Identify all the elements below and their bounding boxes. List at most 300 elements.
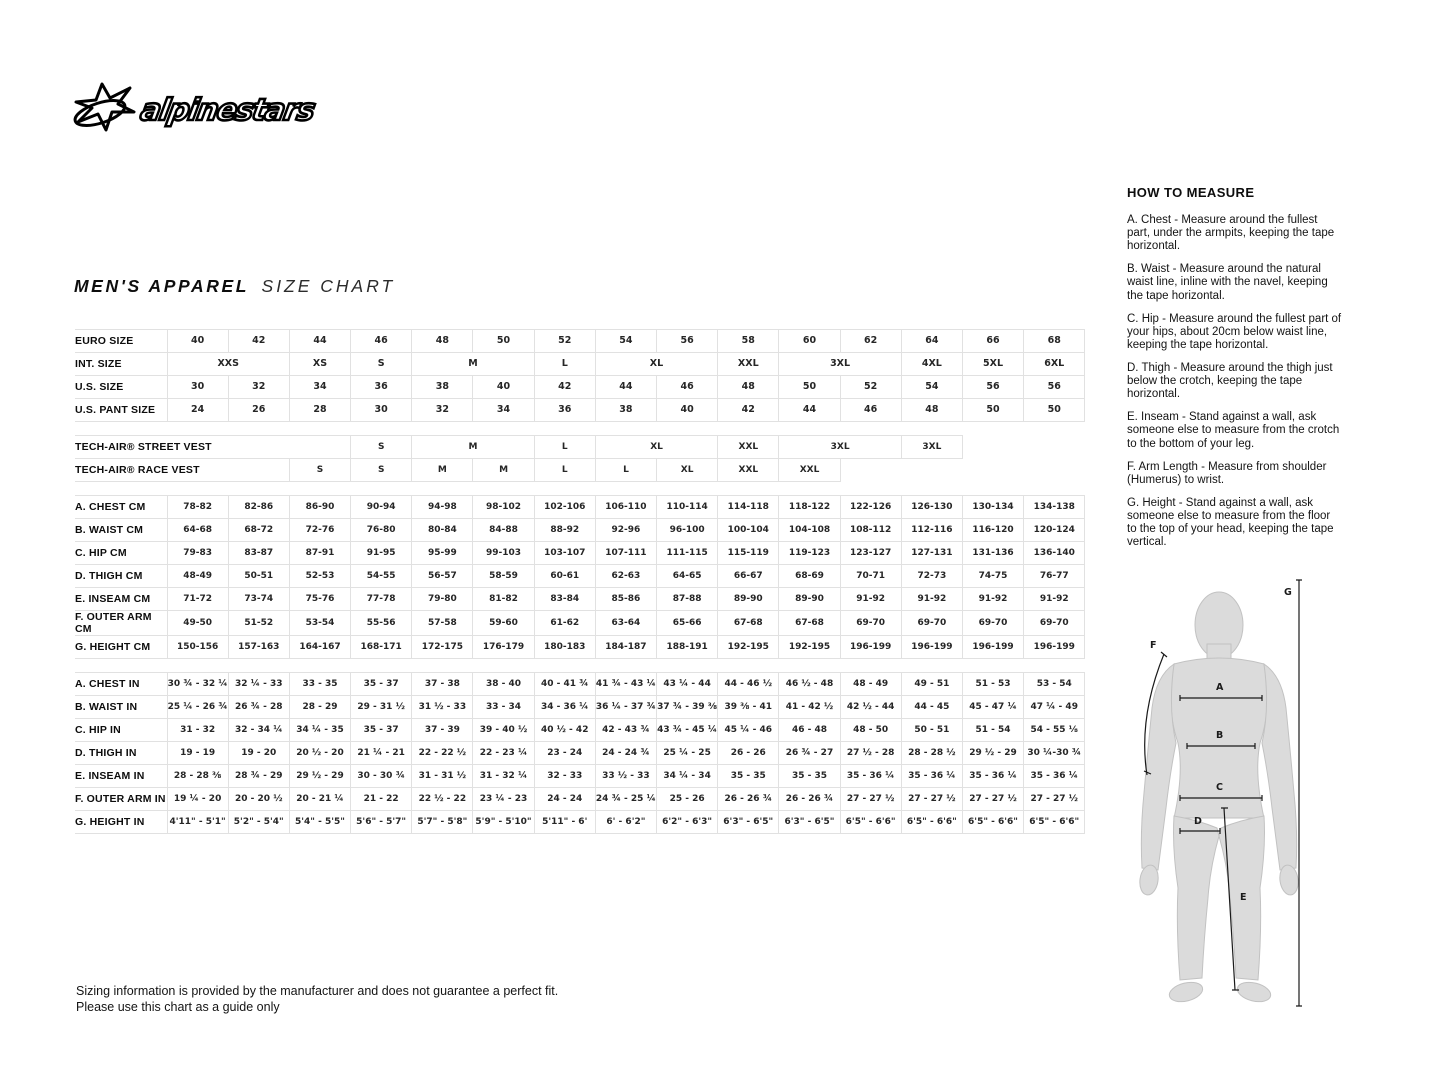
body-silhouette-icon bbox=[1122, 568, 1322, 1028]
size-cell: 37 ¾ - 39 ⅜ bbox=[657, 696, 718, 719]
size-cell: 35 - 37 bbox=[351, 719, 412, 742]
measurement-figure bbox=[1122, 568, 1322, 1028]
size-cell: 172-175 bbox=[412, 636, 473, 659]
size-cell: 54 bbox=[901, 376, 962, 399]
size-cell: 32 ¼ - 33 bbox=[228, 673, 289, 696]
size-cell: 99-103 bbox=[473, 542, 534, 565]
size-cell: 3XL bbox=[901, 436, 962, 459]
size-cell: 196-199 bbox=[840, 636, 901, 659]
size-cell: 55-56 bbox=[351, 611, 412, 636]
size-cell: 180-183 bbox=[534, 636, 595, 659]
size-cell: 84-88 bbox=[473, 519, 534, 542]
size-cell: M bbox=[412, 353, 534, 376]
size-cell: 5'6" - 5'7" bbox=[351, 811, 412, 834]
disclaimer-line-2: Please use this chart as a guide only bbox=[76, 999, 280, 1014]
size-cell: 28 - 28 ⅜ bbox=[167, 765, 228, 788]
size-cell: 196-199 bbox=[962, 636, 1023, 659]
size-cell: 30 bbox=[351, 399, 412, 422]
size-cell: 108-112 bbox=[840, 519, 901, 542]
size-table-row bbox=[75, 459, 1085, 482]
size-cell: 44 bbox=[779, 399, 840, 422]
size-cell: 196-199 bbox=[901, 636, 962, 659]
size-cell: 49 - 51 bbox=[901, 673, 962, 696]
row-label: G. HEIGHT IN bbox=[75, 811, 167, 834]
size-cell: 43 ¼ - 44 bbox=[657, 673, 718, 696]
size-cell: 48 bbox=[901, 399, 962, 422]
size-cell: 30 bbox=[167, 376, 228, 399]
size-cell: 24 ¾ - 25 ¼ bbox=[595, 788, 656, 811]
row-label: B. WAIST IN bbox=[75, 696, 167, 719]
size-cell: 69-70 bbox=[901, 611, 962, 636]
size-cell: 26 - 26 ¾ bbox=[779, 788, 840, 811]
size-cell: 37 - 39 bbox=[412, 719, 473, 742]
size-cell: 112-116 bbox=[901, 519, 962, 542]
size-cell: 120-124 bbox=[1024, 519, 1085, 542]
size-cell: 168-171 bbox=[351, 636, 412, 659]
size-cell: 5'9" - 5'10" bbox=[473, 811, 534, 834]
size-cell: 20 - 21 ¼ bbox=[289, 788, 350, 811]
size-cell: 91-92 bbox=[1024, 588, 1085, 611]
size-cell: 28 - 28 ½ bbox=[901, 742, 962, 765]
empty-cell bbox=[840, 459, 1085, 482]
size-cell: 50 bbox=[779, 376, 840, 399]
size-cell: 40 bbox=[657, 399, 718, 422]
size-cell: 21 - 22 bbox=[351, 788, 412, 811]
size-cell: 36 bbox=[351, 376, 412, 399]
size-cell: 39 - 40 ½ bbox=[473, 719, 534, 742]
row-label: G. HEIGHT CM bbox=[75, 636, 167, 659]
size-table-row bbox=[75, 636, 1085, 659]
size-cell: 31 ½ - 33 bbox=[412, 696, 473, 719]
size-cell: 32 - 34 ¼ bbox=[228, 719, 289, 742]
size-table-row bbox=[75, 542, 1085, 565]
size-cell: M bbox=[473, 459, 534, 482]
alpinestars-logo-icon bbox=[72, 82, 324, 134]
size-cell: 46 ½ - 48 bbox=[779, 673, 840, 696]
size-cell: 42 - 43 ¾ bbox=[595, 719, 656, 742]
size-cell: 87-91 bbox=[289, 542, 350, 565]
size-cell: 31 - 31 ½ bbox=[412, 765, 473, 788]
size-cell: 35 - 36 ¼ bbox=[962, 765, 1023, 788]
size-cell: 45 - 47 ¼ bbox=[962, 696, 1023, 719]
size-cell: 110-114 bbox=[657, 496, 718, 519]
size-cell: 30 - 30 ¾ bbox=[351, 765, 412, 788]
size-cell: 27 - 27 ½ bbox=[840, 788, 901, 811]
size-cell: 51 - 54 bbox=[962, 719, 1023, 742]
size-cell: L bbox=[534, 353, 595, 376]
size-cell: XXL bbox=[779, 459, 840, 482]
size-cell: 192-195 bbox=[718, 636, 779, 659]
measure-instruction: E. Inseam - Stand against a wall, ask someone else to measure from the crotch to the bottom of your leg. bbox=[1127, 411, 1340, 450]
size-cell: 106-110 bbox=[595, 496, 656, 519]
size-cell: 70-71 bbox=[840, 565, 901, 588]
size-cell: 71-72 bbox=[167, 588, 228, 611]
size-cell: 6'5" - 6'6" bbox=[840, 811, 901, 834]
row-label: C. HIP CM bbox=[75, 542, 167, 565]
page-title-sub: SIZE CHART bbox=[261, 276, 396, 296]
size-cell: 96-100 bbox=[657, 519, 718, 542]
size-table-row bbox=[75, 673, 1085, 696]
size-cell: 127-131 bbox=[901, 542, 962, 565]
size-cell: 62 bbox=[840, 330, 901, 353]
size-cell: 59-60 bbox=[473, 611, 534, 636]
size-cell: XXL bbox=[718, 436, 779, 459]
size-cell: 66 bbox=[962, 330, 1023, 353]
size-cell: 5XL bbox=[962, 353, 1023, 376]
size-cell: 53-54 bbox=[289, 611, 350, 636]
size-cell: 6'3" - 6'5" bbox=[779, 811, 840, 834]
size-cell: 47 ¼ - 49 bbox=[1024, 696, 1085, 719]
size-cell: 41 ¾ - 43 ¼ bbox=[595, 673, 656, 696]
size-cell: 72-76 bbox=[289, 519, 350, 542]
size-cell: 22 - 23 ¼ bbox=[473, 742, 534, 765]
size-cell: 27 - 27 ½ bbox=[1024, 788, 1085, 811]
size-cell: 25 ¼ - 25 bbox=[657, 742, 718, 765]
size-table-row bbox=[75, 788, 1085, 811]
size-cell: 6'5" - 6'6" bbox=[1024, 811, 1085, 834]
measure-instruction: F. Arm Length - Measure from shoulder (Humerus) to wrist. bbox=[1127, 460, 1327, 486]
size-cell: 22 ½ - 22 bbox=[412, 788, 473, 811]
figure-label-a: A bbox=[1216, 682, 1224, 693]
row-label: TECH-AIR® STREET VEST bbox=[75, 436, 351, 459]
figure-label-f: F bbox=[1150, 640, 1157, 651]
size-cell: 60-61 bbox=[534, 565, 595, 588]
size-table-row bbox=[75, 376, 1085, 399]
size-cell: 91-95 bbox=[351, 542, 412, 565]
size-cell: 30 ¼-30 ¾ bbox=[1024, 742, 1085, 765]
size-cell: 20 - 20 ½ bbox=[228, 788, 289, 811]
size-cell: 69-70 bbox=[1024, 611, 1085, 636]
size-cell: 123-127 bbox=[840, 542, 901, 565]
size-cell: 29 ½ - 29 bbox=[962, 742, 1023, 765]
size-cell: 86-90 bbox=[289, 496, 350, 519]
figure-label-b: B bbox=[1216, 730, 1224, 741]
size-cell: 50 bbox=[962, 399, 1023, 422]
size-cell: 24 - 24 bbox=[534, 788, 595, 811]
size-cell: L bbox=[534, 436, 595, 459]
size-cell: 40 ½ - 42 bbox=[534, 719, 595, 742]
row-label: TECH-AIR® RACE VEST bbox=[75, 459, 289, 482]
row-label: A. CHEST CM bbox=[75, 496, 167, 519]
size-cell: 102-106 bbox=[534, 496, 595, 519]
size-cell: 50-51 bbox=[228, 565, 289, 588]
size-cell: 45 ¼ - 46 bbox=[718, 719, 779, 742]
size-cell: XXL bbox=[718, 353, 779, 376]
size-cell: 29 - 31 ½ bbox=[351, 696, 412, 719]
size-cell: 38 bbox=[595, 399, 656, 422]
size-cell: 188-191 bbox=[657, 636, 718, 659]
size-cell: S bbox=[351, 459, 412, 482]
size-table-row bbox=[75, 696, 1085, 719]
size-cell: 57-58 bbox=[412, 611, 473, 636]
size-cell: 40 bbox=[473, 376, 534, 399]
size-cell: 164-167 bbox=[289, 636, 350, 659]
size-cell: 33 - 35 bbox=[289, 673, 350, 696]
size-cell: 81-82 bbox=[473, 588, 534, 611]
size-cell: 46 bbox=[840, 399, 901, 422]
size-cell: 6'5" - 6'6" bbox=[962, 811, 1023, 834]
size-cell: 53 - 54 bbox=[1024, 673, 1085, 696]
size-cell: 75-76 bbox=[289, 588, 350, 611]
size-cell: 40 bbox=[167, 330, 228, 353]
measure-instruction: D. Thigh - Measure around the thigh just below the crotch, keeping the tape horizontal. bbox=[1127, 361, 1333, 401]
size-cell: 32 - 33 bbox=[534, 765, 595, 788]
size-cell: 76-80 bbox=[351, 519, 412, 542]
size-table-inches bbox=[75, 672, 1085, 834]
row-label: E. INSEAM CM bbox=[75, 588, 167, 611]
measure-instruction: C. Hip - Measure around the fullest part of your hips, about 20cm below waist line, keeping the tape horizontal. bbox=[1127, 312, 1342, 351]
size-cell: 41 - 42 ½ bbox=[779, 696, 840, 719]
size-cell: 66-67 bbox=[718, 565, 779, 588]
size-cell: 126-130 bbox=[901, 496, 962, 519]
row-label: A. CHEST IN bbox=[75, 673, 167, 696]
size-cell: 26 bbox=[228, 399, 289, 422]
size-table-row bbox=[75, 811, 1085, 834]
size-cell: 6'3" - 6'5" bbox=[718, 811, 779, 834]
size-cell: 26 - 26 ¾ bbox=[718, 788, 779, 811]
size-table-row bbox=[75, 399, 1085, 422]
size-cell: 38 bbox=[412, 376, 473, 399]
size-cell: 25 - 26 bbox=[657, 788, 718, 811]
size-cell: L bbox=[534, 459, 595, 482]
size-cell: 35 - 36 ¼ bbox=[1024, 765, 1085, 788]
size-cell: 67-68 bbox=[718, 611, 779, 636]
size-cell: 34 bbox=[473, 399, 534, 422]
alpinestars-logo bbox=[72, 82, 324, 134]
size-cell: 130-134 bbox=[962, 496, 1023, 519]
size-cell: 27 - 27 ½ bbox=[901, 788, 962, 811]
size-cell: 68-69 bbox=[779, 565, 840, 588]
size-cell: 67-68 bbox=[779, 611, 840, 636]
size-cell: 42 bbox=[228, 330, 289, 353]
figure-label-d: D bbox=[1194, 816, 1202, 827]
disclaimer bbox=[76, 984, 558, 1015]
size-cell: 91-92 bbox=[901, 588, 962, 611]
size-cell: 5'2" - 5'4" bbox=[228, 811, 289, 834]
size-cell: 4'11" - 5'1" bbox=[167, 811, 228, 834]
size-cell: 69-70 bbox=[840, 611, 901, 636]
size-cell: 31 - 32 ¼ bbox=[473, 765, 534, 788]
size-cell: 49-50 bbox=[167, 611, 228, 636]
size-cell: 115-119 bbox=[718, 542, 779, 565]
size-cell: 33 ½ - 33 bbox=[595, 765, 656, 788]
size-cell: 32 bbox=[228, 376, 289, 399]
size-cell: 4XL bbox=[901, 353, 962, 376]
size-cell: 19 - 19 bbox=[167, 742, 228, 765]
size-cell: 58 bbox=[718, 330, 779, 353]
size-cell: 52 bbox=[840, 376, 901, 399]
row-label: D. THIGH IN bbox=[75, 742, 167, 765]
size-cell: 36 ¼ - 37 ¾ bbox=[595, 696, 656, 719]
size-cell: 119-123 bbox=[779, 542, 840, 565]
size-cell: 56-57 bbox=[412, 565, 473, 588]
size-cell: 50 - 51 bbox=[901, 719, 962, 742]
size-cell: 91-92 bbox=[962, 588, 1023, 611]
size-cell: 64 bbox=[901, 330, 962, 353]
size-cell: 68 bbox=[1024, 330, 1085, 353]
how-to-measure-heading: HOW TO MEASURE bbox=[1127, 185, 1255, 200]
size-cell: 150-156 bbox=[167, 636, 228, 659]
size-cell: 35 - 36 ¼ bbox=[840, 765, 901, 788]
size-cell: 80-84 bbox=[412, 519, 473, 542]
size-cell: 107-111 bbox=[595, 542, 656, 565]
size-cell: XS bbox=[289, 353, 350, 376]
size-cell: 104-108 bbox=[779, 519, 840, 542]
size-cell: 95-99 bbox=[412, 542, 473, 565]
size-cell: 83-84 bbox=[534, 588, 595, 611]
size-cell: 34 ¼ - 35 bbox=[289, 719, 350, 742]
size-cell: 51 - 53 bbox=[962, 673, 1023, 696]
size-cell: 6'2" - 6'3" bbox=[657, 811, 718, 834]
size-cell: 5'7" - 5'8" bbox=[412, 811, 473, 834]
size-table-row bbox=[75, 353, 1085, 376]
size-cell: 3XL bbox=[779, 353, 901, 376]
size-cell: 22 - 22 ½ bbox=[412, 742, 473, 765]
size-cell: 73-74 bbox=[228, 588, 289, 611]
size-cell: 54-55 bbox=[351, 565, 412, 588]
size-cell: 157-163 bbox=[228, 636, 289, 659]
size-cell: 134-138 bbox=[1024, 496, 1085, 519]
size-cell: 31 - 32 bbox=[167, 719, 228, 742]
size-cell: 103-107 bbox=[534, 542, 595, 565]
how-to-measure-panel bbox=[1127, 185, 1342, 559]
empty-cell bbox=[962, 436, 1085, 459]
size-cell: 56 bbox=[657, 330, 718, 353]
size-cell: 27 ½ - 28 bbox=[840, 742, 901, 765]
size-cell: 26 ¾ - 27 bbox=[779, 742, 840, 765]
logo-wordmark: alpinestars bbox=[137, 93, 317, 128]
size-cell: 26 ¾ - 28 bbox=[228, 696, 289, 719]
page-title-main: MEN'S APPAREL bbox=[74, 276, 250, 296]
size-cell: 83-87 bbox=[228, 542, 289, 565]
size-cell: 6'5" - 6'6" bbox=[901, 811, 962, 834]
size-cell: 87-88 bbox=[657, 588, 718, 611]
size-cell: 52-53 bbox=[289, 565, 350, 588]
size-cell: 28 - 29 bbox=[289, 696, 350, 719]
size-cell: 6' - 6'2" bbox=[595, 811, 656, 834]
size-cell: 43 ¾ - 45 ¼ bbox=[657, 719, 718, 742]
size-cell: 196-199 bbox=[1024, 636, 1085, 659]
size-cell: 44 bbox=[595, 376, 656, 399]
size-cell: 25 ¼ - 26 ¾ bbox=[167, 696, 228, 719]
size-cell: 48 bbox=[412, 330, 473, 353]
row-label: B. WAIST CM bbox=[75, 519, 167, 542]
size-cell: 79-83 bbox=[167, 542, 228, 565]
size-cell: 91-92 bbox=[840, 588, 901, 611]
height-measure-line bbox=[1296, 580, 1302, 1006]
size-table-techair bbox=[75, 435, 1085, 482]
size-cell: 28 ¾ - 29 bbox=[228, 765, 289, 788]
size-cell: 46 - 48 bbox=[779, 719, 840, 742]
size-cell: 51-52 bbox=[228, 611, 289, 636]
size-cell: 56 bbox=[962, 376, 1023, 399]
row-label: F. OUTER ARM IN bbox=[75, 788, 167, 811]
size-cell: 62-63 bbox=[595, 565, 656, 588]
size-cell: 44 - 45 bbox=[901, 696, 962, 719]
size-cell: XL bbox=[595, 353, 717, 376]
size-cell: 79-80 bbox=[412, 588, 473, 611]
size-cell: 44 bbox=[289, 330, 350, 353]
figure-label-e: E bbox=[1240, 892, 1247, 903]
size-cell: 118-122 bbox=[779, 496, 840, 519]
size-cell: 35 - 35 bbox=[718, 765, 779, 788]
size-table-row bbox=[75, 519, 1085, 542]
size-cell: 37 - 38 bbox=[412, 673, 473, 696]
size-table-row bbox=[75, 742, 1085, 765]
page-title bbox=[74, 276, 395, 297]
row-label: U.S. SIZE bbox=[75, 376, 167, 399]
measure-instruction: A. Chest - Measure around the fullest part, under the armpits, keeping the tape horizontal. bbox=[1127, 214, 1335, 253]
size-cell: 20 ½ - 20 bbox=[289, 742, 350, 765]
size-cell: 39 ⅜ - 41 bbox=[718, 696, 779, 719]
size-cell: 19 ¼ - 20 bbox=[167, 788, 228, 811]
size-cell: 100-104 bbox=[718, 519, 779, 542]
size-table-row bbox=[75, 496, 1085, 519]
row-label: U.S. PANT SIZE bbox=[75, 399, 167, 422]
size-cell: 35 - 35 bbox=[779, 765, 840, 788]
size-cell: 40 - 41 ¾ bbox=[534, 673, 595, 696]
size-cell: 24 - 24 ¾ bbox=[595, 742, 656, 765]
size-cell: 63-64 bbox=[595, 611, 656, 636]
size-cell: M bbox=[412, 436, 534, 459]
size-cell: 69-70 bbox=[962, 611, 1023, 636]
size-cell: 192-195 bbox=[779, 636, 840, 659]
size-table-row bbox=[75, 588, 1085, 611]
figure-label-c: C bbox=[1216, 782, 1223, 793]
measure-instruction: G. Height - Stand against a wall, ask someone else to measure from the floor to the top of your head, keeping the tape vertical. bbox=[1127, 496, 1334, 549]
size-cell: 34 ¼ - 34 bbox=[657, 765, 718, 788]
size-cell: 35 - 37 bbox=[351, 673, 412, 696]
size-cell: 48 - 50 bbox=[840, 719, 901, 742]
size-cell: 34 bbox=[289, 376, 350, 399]
size-cell: 42 bbox=[718, 399, 779, 422]
size-cell: 89-90 bbox=[779, 588, 840, 611]
size-cell: 36 bbox=[534, 399, 595, 422]
size-cell: 54 bbox=[595, 330, 656, 353]
size-cell: M bbox=[412, 459, 473, 482]
size-cell: 116-120 bbox=[962, 519, 1023, 542]
size-table-row bbox=[75, 719, 1085, 742]
row-label: E. INSEAM IN bbox=[75, 765, 167, 788]
size-cell: 122-126 bbox=[840, 496, 901, 519]
size-cell: 82-86 bbox=[228, 496, 289, 519]
size-table-region bbox=[75, 329, 1087, 847]
size-cell: 28 bbox=[289, 399, 350, 422]
size-cell: 42 ½ - 44 bbox=[840, 696, 901, 719]
size-cell: 54 - 55 ⅛ bbox=[1024, 719, 1085, 742]
size-cell: 74-75 bbox=[962, 565, 1023, 588]
size-cell: 58-59 bbox=[473, 565, 534, 588]
size-cell: 21 ¼ - 21 bbox=[351, 742, 412, 765]
size-cell: 44 - 46 ½ bbox=[718, 673, 779, 696]
size-cell: 42 bbox=[534, 376, 595, 399]
size-cell: 24 bbox=[167, 399, 228, 422]
size-table-cm bbox=[75, 495, 1085, 659]
size-cell: 34 - 36 ¼ bbox=[534, 696, 595, 719]
size-cell: 46 bbox=[351, 330, 412, 353]
size-cell: S bbox=[289, 459, 350, 482]
how-to-measure-list bbox=[1127, 214, 1342, 549]
size-cell: 85-86 bbox=[595, 588, 656, 611]
size-cell: 5'11" - 6' bbox=[534, 811, 595, 834]
size-cell: 56 bbox=[1024, 376, 1085, 399]
size-cell: XL bbox=[595, 436, 717, 459]
size-cell: 131-136 bbox=[962, 542, 1023, 565]
size-cell: 78-82 bbox=[167, 496, 228, 519]
size-cell: 76-77 bbox=[1024, 565, 1085, 588]
size-cell: 48-49 bbox=[167, 565, 228, 588]
size-cell: 19 - 20 bbox=[228, 742, 289, 765]
